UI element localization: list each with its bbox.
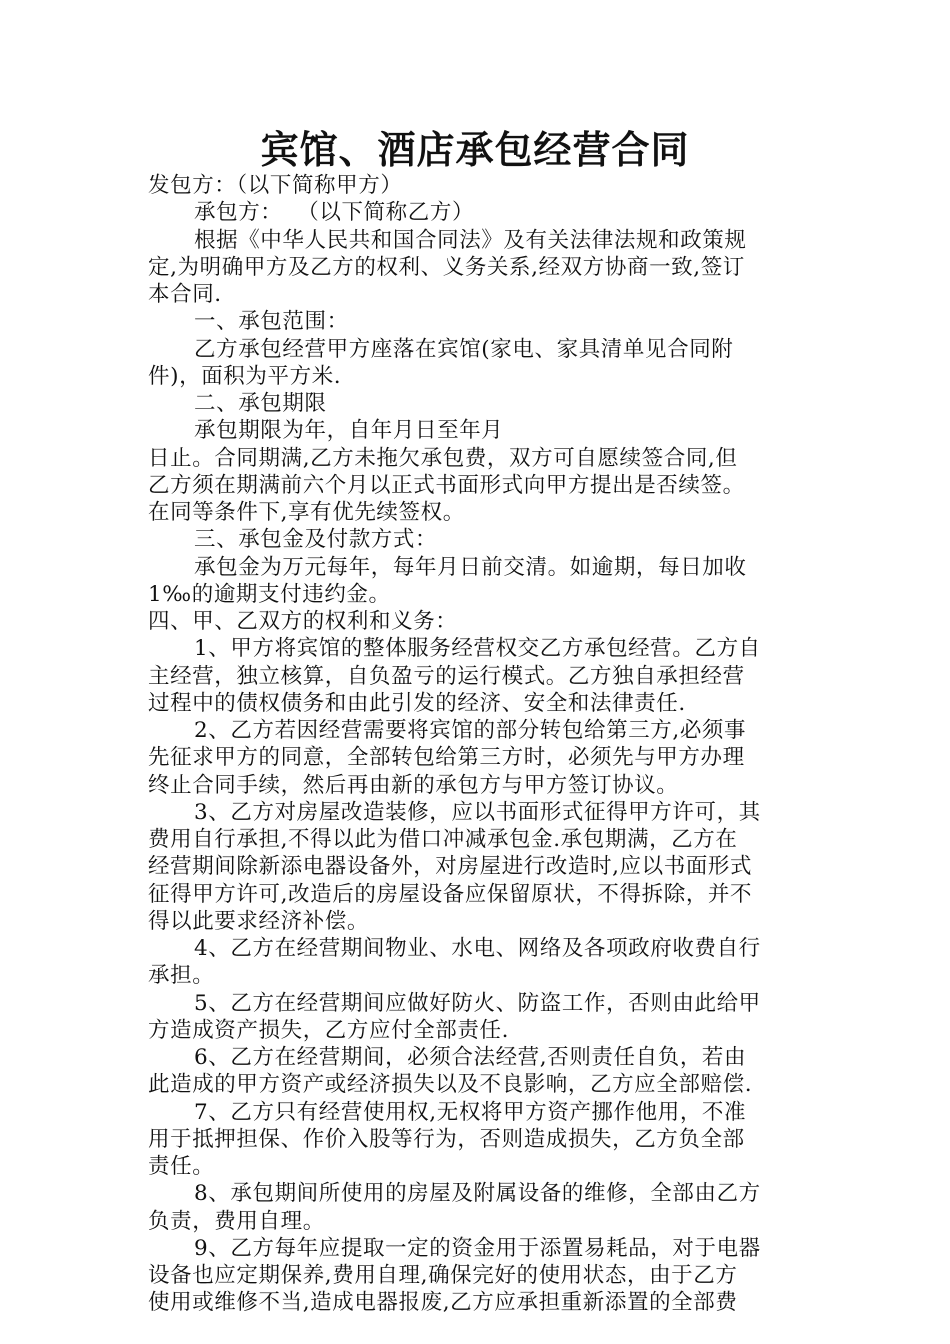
body-line: 5、乙方在经营期间应做好防火、防盗工作，否则由此给甲 <box>194 990 761 1016</box>
body-line: 日止。合同期满,乙方未拖欠承包费，双方可自愿续签合同,但 <box>148 445 738 471</box>
body-line: 四、甲、乙双方的权利和义务： <box>148 609 458 634</box>
body-line: 承包期限为年，自年月日至年月 <box>194 418 504 444</box>
body-line: 三、承包金及付款方式： <box>194 527 438 553</box>
body-line: 根据《中华人民共和国合同法》及有关法律法规和政策规 <box>194 227 747 253</box>
body-line: 主经营，独立核算，自负盈亏的运行模式。乙方独自承担经营 <box>148 663 745 689</box>
body-line: 责任。 <box>148 1154 215 1179</box>
body-line: 过程中的债权债务和由此引发的经济、安全和法律责任. <box>148 690 686 716</box>
body-line: 承担。 <box>148 963 215 989</box>
body-line: 3、乙方对房屋改造装修，应以书面形式征得甲方许可，其 <box>194 799 761 825</box>
body-line: 征得甲方许可,改造后的房屋设备应保留原状，不得拆除，并不 <box>148 881 753 907</box>
body-line: 终止合同手续，然后再由新的承包方与甲方签订协议。 <box>148 772 679 798</box>
body-line: 乙方须在期满前六个月以正式书面形式向甲方提出是否续签。 <box>148 472 745 498</box>
body-line: 费用自行承担,不得以此为借口冲减承包金.承包期满，乙方在 <box>148 827 738 852</box>
body-line: 本合同. <box>148 282 222 307</box>
body-line: 9、乙方每年应提取一定的资金用于添置易耗品，对于电器 <box>194 1235 761 1261</box>
body-line: 一、承包范围： <box>194 309 349 335</box>
body-line: 先征求甲方的同意，全部转包给第三方时，必须先与甲方办理 <box>148 745 745 771</box>
body-line: 设备也应定期保养,费用自理,确保完好的使用状态，由于乙方 <box>148 1263 738 1288</box>
body-line: 8、承包期间所使用的房屋及附属设备的维修，全部由乙方 <box>194 1181 761 1207</box>
body-line: 方造成资产损失，乙方应付全部责任. <box>148 1017 510 1043</box>
body-line: 经营期间除新添电器设备外，对房屋进行改造时,应以书面形式 <box>148 854 753 880</box>
body-line: 负责，费用自理。 <box>148 1208 325 1234</box>
body-line: 在同等条件下,享有优先续签权。 <box>148 500 465 525</box>
body-line: 二、承包期限 <box>194 391 327 416</box>
body-line: 用于抵押担保、作价入股等行为，否则造成损失，乙方负全部 <box>148 1126 745 1152</box>
body-line: 2、乙方若因经营需要将宾馆的部分转包给第三方,必须事 <box>194 718 747 743</box>
body-line: 件)，面积为平方米. <box>148 363 342 389</box>
body-line: 承包金为万元每年，每年月日前交清。如逾期，每日加收 <box>194 554 747 580</box>
document-title: 宾馆、酒店承包经营合同 <box>260 127 690 172</box>
body-line: 1、甲方将宾馆的整体服务经营权交乙方承包经营。乙方自 <box>194 636 761 662</box>
body-line: 得以此要求经济补偿。 <box>148 908 370 934</box>
body-line: 乙方承包经营甲方座落在宾馆(家电、家具清单见合同附 <box>194 336 734 362</box>
body-line: 定,为明确甲方及乙方的权利、义务关系,经双方协商一致,签订 <box>148 254 745 280</box>
body-line: 7、乙方只有经营使用权,无权将甲方资产挪作他用，不准 <box>194 1099 747 1125</box>
body-line: 承包方： （以下简称乙方） <box>194 200 475 226</box>
body-line: 使用或维修不当,造成电器报废,乙方应承担重新添置的全部费 <box>148 1290 738 1316</box>
body-line: 6、乙方在经营期间，必须合法经营,否则责任自负，若由 <box>194 1045 747 1070</box>
body-line: 4、乙方在经营期间物业、水电、网络及各项政府收费自行 <box>194 936 761 961</box>
document-body <box>148 172 808 1317</box>
body-line: 发包方：（以下简称甲方） <box>148 173 403 198</box>
body-line: 1‰的逾期支付违约金。 <box>148 581 391 607</box>
body-line: 此造成的甲方资产或经济损失以及不良影响，乙方应全部赔偿. <box>148 1072 753 1098</box>
